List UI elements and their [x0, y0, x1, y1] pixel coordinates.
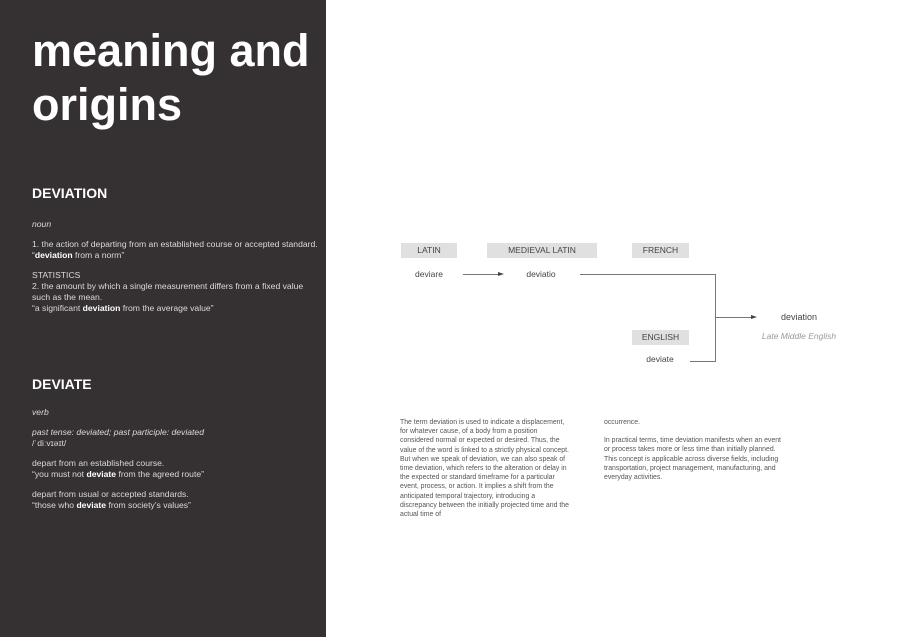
paragraph: In practical terms, time deviation manifests when an event or process takes more or less time than initially planned. This concept is applicable across diverse fields, including transportation, project management, manufacturing, and everyday activities. — [604, 437, 781, 482]
definition: 2. the amount by which a single measurement differs from a fixed value such as the mean. — [32, 281, 304, 302]
label-french: FRENCH — [632, 243, 689, 258]
arrow-line — [463, 274, 498, 275]
page-title — [32, 24, 310, 132]
label-latin: LATIN — [401, 243, 457, 258]
word-deviation: deviation — [780, 312, 818, 322]
definition-panel — [0, 0, 326, 637]
word-deviate: deviate — [646, 354, 674, 364]
deviate-definitions — [32, 407, 322, 520]
verb-forms: past tense: deviated; past participle: deviated — [32, 427, 204, 437]
part-of-speech: noun — [32, 219, 52, 229]
label-english: ENGLISH — [632, 330, 689, 345]
definition: 1. the action of departing from an established course or accepted standard. — [32, 239, 318, 249]
deviation-definitions — [32, 219, 322, 323]
example: “a significant deviation from the average value” — [32, 303, 214, 313]
arrow-head-icon — [751, 315, 757, 319]
part-of-speech: verb — [32, 407, 49, 417]
arrow-line — [715, 317, 751, 318]
example: “deviation from a norm” — [32, 250, 125, 260]
deviate-heading: DEVIATE — [32, 376, 92, 392]
connector-line — [690, 361, 716, 362]
definition: depart from usual or accepted standards. — [32, 489, 189, 499]
example: “those who deviate from society’s values” — [32, 500, 191, 510]
pronunciation: /ˈdiːvɪəɪt/ — [32, 438, 67, 448]
paragraph: occurrence. — [604, 419, 641, 426]
arrow-head-icon — [498, 272, 504, 276]
result-note: Late Middle English — [761, 331, 837, 341]
connector-line — [715, 274, 716, 362]
title-line: origins — [32, 79, 183, 130]
paragraph: The term deviation is used to indicate a displacement, for whatever cause, of a body from a position considered normal or expected or desired. Thus, the value of the word is linked to a strictly physical concept. But when we speak of deviation, we can also speak of time deviation, which refers to the alteration or delay in the expected or standard timeframe for a particular event, process, or action. It implies a shift from the anticipated temporal trajectory, introducing a discrepancy between the initially projected time and the actual time of — [400, 419, 569, 519]
title-line: meaning and — [32, 25, 310, 76]
word-deviatio: deviatio — [526, 269, 556, 279]
definition: depart from an established course. — [32, 458, 165, 468]
deviation-heading: DEVIATION — [32, 185, 108, 201]
example: “you must not deviate from the agreed route” — [32, 469, 204, 479]
domain-label: STATISTICS — [32, 270, 81, 280]
label-medieval-latin: MEDIEVAL LATIN — [487, 243, 597, 258]
word-deviare: deviare — [415, 269, 443, 279]
connector-line — [580, 274, 715, 275]
body-text-right — [604, 418, 784, 491]
body-text-left — [400, 418, 572, 528]
